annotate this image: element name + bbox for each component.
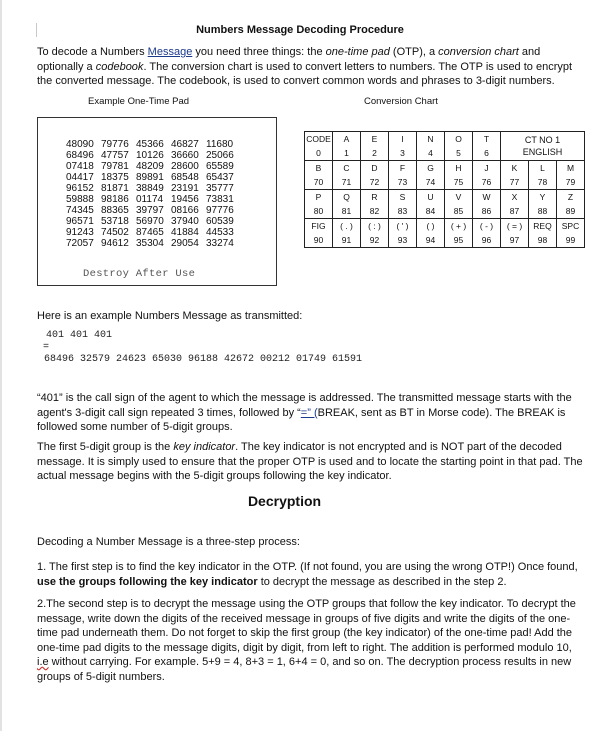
otp-group: 60539 (206, 216, 234, 227)
spellcheck-word[interactable]: i.e (37, 656, 49, 668)
otp-group: 46827 (171, 139, 199, 150)
otp-group: 98186 (101, 194, 129, 205)
otp-group: 87465 (136, 227, 164, 238)
chart-cell (333, 190, 361, 219)
break-link[interactable]: =” ( (300, 406, 318, 419)
otp-group: 68496 (66, 150, 94, 161)
chart-code: 70 (313, 177, 324, 187)
chart-cell (333, 161, 361, 190)
otp-row (66, 139, 241, 150)
intro-text: you need three things: the (192, 46, 326, 58)
chart-symbol: H (455, 163, 462, 173)
chart-header-row (305, 132, 585, 161)
decryption-intro: Decoding a Number Message is a three-step process: (37, 536, 300, 548)
example-intro: Here is an example Numbers Message as transmitted: (37, 310, 303, 322)
otp-group: 33274 (206, 238, 234, 249)
otp-group: 10126 (136, 150, 164, 161)
chart-cell (361, 132, 389, 161)
otp-caption: Example One-Time Pad (88, 96, 190, 107)
chart-cell (417, 132, 445, 161)
chart-code: 6 (484, 148, 489, 158)
chart-code: 73 (397, 177, 408, 187)
step-text: without carrying. For example. 5+9 = 4, 8+3 = 1, 6+4 = 0, and so on. The decryption process results in new groups of 5-digit numbers. (37, 656, 572, 683)
chart-code: 1 (344, 148, 349, 158)
otp-group: 23191 (171, 183, 199, 194)
chart-code: 75 (453, 177, 464, 187)
chart-cell (557, 190, 585, 219)
chart-cell (361, 219, 389, 248)
message-groups-line: 68496 32579 24623 65030 96188 42672 00212 01749 61591 (44, 354, 363, 365)
chart-cell (473, 161, 501, 190)
otp-group: 94612 (101, 238, 129, 249)
chart-caption: Conversion Chart (364, 96, 438, 107)
chart-cell (417, 190, 445, 219)
chart-cell (361, 190, 389, 219)
otp-group: 41884 (171, 227, 199, 238)
chart-cell (557, 161, 585, 190)
chart-symbol: ( . ) (340, 221, 353, 231)
otp-group: 88365 (101, 205, 129, 216)
chart-cell (389, 190, 417, 219)
chart-cell (389, 132, 417, 161)
chart-symbol: N (427, 134, 434, 144)
chart-symbol: X (511, 192, 518, 202)
chart-symbol: Q (343, 192, 350, 202)
callsign-line: 401 401 401 (46, 330, 113, 341)
chart-symbol: ( = ) (506, 221, 523, 231)
intro-codebook-term: codebook (95, 60, 144, 73)
chart-symbol: Z (567, 192, 574, 202)
break-line: = (43, 342, 50, 353)
otp-row (66, 194, 241, 205)
chart-symbol: R (371, 192, 378, 202)
step-1 (37, 560, 585, 589)
otp-row (66, 172, 241, 183)
chart-cell (389, 219, 417, 248)
chart-cell (529, 219, 557, 248)
otp-row (66, 216, 241, 227)
key-indicator-explanation (37, 440, 585, 484)
chart-cell (445, 161, 473, 190)
otp-group: 01174 (136, 194, 164, 205)
chart-code: 72 (369, 177, 380, 187)
chart-cell (361, 161, 389, 190)
chart-cell (501, 190, 529, 219)
otp-group: 48090 (66, 139, 94, 150)
chart-symbol: ( - ) (479, 221, 494, 231)
chart-code: 92 (369, 235, 380, 245)
chart-symbol: C (343, 163, 350, 173)
chart-code: 90 (313, 235, 324, 245)
otp-group: 81871 (101, 183, 129, 194)
otp-group: 91243 (66, 227, 94, 238)
chart-code: 96 (481, 235, 492, 245)
chart-symbol: V (455, 192, 462, 202)
otp-group: 68548 (171, 172, 199, 183)
otp-group: 89891 (136, 172, 164, 183)
chart-code: 80 (313, 206, 324, 216)
intro-text: and optionally a (37, 46, 541, 73)
chart-cell (305, 219, 333, 248)
chart-symbol: ( ) (426, 221, 435, 231)
chart-language: ENGLISH (522, 147, 563, 157)
otp-group: 65437 (206, 172, 234, 183)
otp-group: 96571 (66, 216, 94, 227)
chart-cell (305, 190, 333, 219)
otp-group: 48209 (136, 161, 164, 172)
message-link[interactable]: Message (147, 46, 193, 58)
otp-group: 35304 (136, 238, 164, 249)
otp-group: 18375 (101, 172, 129, 183)
chart-code: 81 (341, 206, 352, 216)
otp-group: 25066 (206, 150, 234, 161)
chart-number: CT NO 1 (524, 135, 561, 145)
key-indicator-term: key indicator (173, 441, 236, 453)
chart-symbol: G (427, 163, 434, 173)
chart-symbol: Y (539, 192, 546, 202)
chart-symbol: L (540, 163, 545, 173)
step-text: 2.The second step is to decrypt the message using the OTP groups that follow the key indicator. To decrypt the message, write down the digits of the received message in groups of five digits and write the digits of the one-time pad underneath them. Do not forget to skip the first group (the key indicator) of the one-time pad! Add the one-time pad digits to the message digits, digit by digit, from left to right. The addition is performed modulo 10, (37, 598, 576, 654)
page-edge (0, 0, 2, 731)
chart-code: 77 (509, 177, 520, 187)
chart-code: 83 (397, 206, 408, 216)
step-text: to decrypt the message as described in the step 2. (257, 575, 507, 588)
explain-text: . The key indicator is not encrypted and is NOT part of the decoded message. It is simply used to ensure that the proper OTP is used and to locate the starting point in that pad. The actual message begins with the 5-digit groups following the key indicator. (37, 441, 583, 482)
chart-cell (473, 219, 501, 248)
step-text: 1. The first step is to find the key indicator in the OTP. (If not found, you are using the wrong OTP!) Once found, (37, 561, 578, 573)
chart-cell (305, 132, 333, 161)
chart-cell (529, 161, 557, 190)
chart-code: 84 (425, 206, 436, 216)
explain-text: BREAK, sent as BT in Morse code). The BREAK is followed some number of 5-digit groups. (37, 406, 566, 433)
chart-cell (473, 190, 501, 219)
chart-code: 76 (481, 177, 492, 187)
intro-paragraph (37, 45, 585, 89)
otp-group: 11680 (206, 139, 234, 150)
chart-code: 71 (341, 177, 352, 187)
chart-code: 79 (565, 177, 576, 187)
chart-symbol: SPC (561, 221, 580, 231)
chart-symbol: ( + ) (450, 221, 467, 231)
otp-footer: Destroy After Use (83, 268, 196, 280)
otp-group: 97776 (206, 205, 234, 216)
callsign-explanation (37, 391, 585, 435)
chart-cell (305, 161, 333, 190)
chart-cell (333, 132, 361, 161)
chart-symbol: U (427, 192, 434, 202)
intro-chart-term: conversion chart (438, 46, 519, 58)
chart-code: 99 (565, 235, 576, 245)
otp-grid (66, 139, 241, 249)
chart-cell (501, 219, 529, 248)
intro-text: To decode a Numbers (37, 46, 148, 58)
chart-code: 91 (341, 235, 352, 245)
chart-cell (389, 161, 417, 190)
chart-code: 87 (509, 206, 520, 216)
chart-code: 88 (537, 206, 548, 216)
chart-symbol: F (399, 163, 406, 173)
explain-text: “401” is the call sign of the agent to which the message is addressed. The transmitted message starts with the agent's 3-digit call sign repeated 3 times, followed by “ (37, 392, 572, 419)
otp-group: 29054 (171, 238, 199, 249)
chart-code: 85 (453, 206, 464, 216)
otp-group: 19456 (171, 194, 199, 205)
chart-code: 95 (453, 235, 464, 245)
chart-code: 98 (537, 235, 548, 245)
chart-symbol: I (401, 134, 404, 144)
otp-row (66, 205, 241, 216)
otp-group: 36660 (171, 150, 199, 161)
otp-group: 59888 (66, 194, 94, 205)
decryption-heading: Decryption (247, 493, 322, 509)
chart-code: 82 (369, 206, 380, 216)
chart-symbol: P (315, 192, 322, 202)
chart-code: 86 (481, 206, 492, 216)
chart-row (305, 190, 585, 219)
otp-group: 04417 (66, 172, 94, 183)
step-2 (37, 597, 585, 684)
otp-row (66, 150, 241, 161)
intro-text: . The conversion chart is used to convert letters to numbers. The OTP is used to encrypt the converted message. The codebook, is used to convert common words and phrases to 3-digit numbers. (37, 60, 573, 87)
chart-code: 78 (537, 177, 548, 187)
otp-group: 72057 (66, 238, 94, 249)
chart-symbol: K (511, 163, 518, 173)
chart-code: 74 (425, 177, 436, 187)
chart-symbol: M (566, 163, 575, 173)
chart-cell (473, 132, 501, 161)
otp-group: 37940 (171, 216, 199, 227)
otp-group: 47757 (101, 150, 129, 161)
chart-cell (501, 161, 529, 190)
otp-group: 39797 (136, 205, 164, 216)
otp-group: 44533 (206, 227, 234, 238)
chart-cell (445, 190, 473, 219)
otp-group: 74502 (101, 227, 129, 238)
document-title: Numbers Message Decoding Procedure (196, 24, 404, 36)
chart-code: 97 (509, 235, 520, 245)
otp-group: 08166 (171, 205, 199, 216)
chart-symbol: B (315, 163, 322, 173)
chart-symbol: ( ' ) (396, 221, 409, 231)
chart-symbol: O (455, 134, 462, 144)
otp-group: 79776 (101, 139, 129, 150)
otp-group: 07418 (66, 161, 94, 172)
chart-cell (557, 219, 585, 248)
otp-group: 56970 (136, 216, 164, 227)
otp-group: 38849 (136, 183, 164, 194)
otp-group: 79781 (101, 161, 129, 172)
intro-otp-term: one-time pad (325, 46, 390, 58)
chart-id-label (501, 132, 585, 161)
otp-group: 96152 (66, 183, 94, 194)
chart-code: 4 (428, 148, 433, 158)
chart-cell (445, 132, 473, 161)
otp-row (66, 238, 241, 249)
otp-group: 28600 (171, 161, 199, 172)
chart-symbol: A (343, 134, 350, 144)
otp-group: 74345 (66, 205, 94, 216)
chart-code: 93 (397, 235, 408, 245)
chart-symbol: ( : ) (368, 221, 381, 231)
chart-symbol: S (399, 192, 406, 202)
step-1-emphasis: use the groups following the key indicator (37, 575, 258, 588)
chart-symbol: J (484, 163, 489, 173)
chart-cell (417, 161, 445, 190)
intro-text: (OTP), a (389, 46, 439, 58)
chart-code: 3 (400, 148, 405, 158)
chart-cell (417, 219, 445, 248)
chart-symbol: E (371, 134, 378, 144)
chart-code: 94 (425, 235, 436, 245)
otp-group: 65589 (206, 161, 234, 172)
chart-symbol: T (483, 134, 490, 144)
chart-symbol: CODE (306, 134, 331, 144)
otp-group: 73831 (206, 194, 234, 205)
chart-code: 5 (456, 148, 461, 158)
chart-symbol: REQ (533, 221, 552, 231)
otp-row (66, 227, 241, 238)
chart-symbol: D (371, 163, 378, 173)
chart-cell (333, 219, 361, 248)
chart-code: 0 (316, 148, 321, 158)
chart-row (305, 219, 585, 248)
explain-text: The first 5-digit group is the (37, 441, 174, 453)
chart-cell (529, 190, 557, 219)
chart-symbol: FIG (311, 221, 326, 231)
chart-symbol: W (482, 192, 491, 202)
otp-group: 45366 (136, 139, 164, 150)
chart-cell (445, 219, 473, 248)
chart-row (305, 161, 585, 190)
otp-group: 53718 (101, 216, 129, 227)
conversion-chart (304, 131, 585, 248)
otp-row (66, 183, 241, 194)
one-time-pad (37, 117, 277, 286)
otp-row (66, 161, 241, 172)
chart-code: 2 (372, 148, 377, 158)
otp-group: 35777 (206, 183, 234, 194)
chart-code: 89 (565, 206, 576, 216)
